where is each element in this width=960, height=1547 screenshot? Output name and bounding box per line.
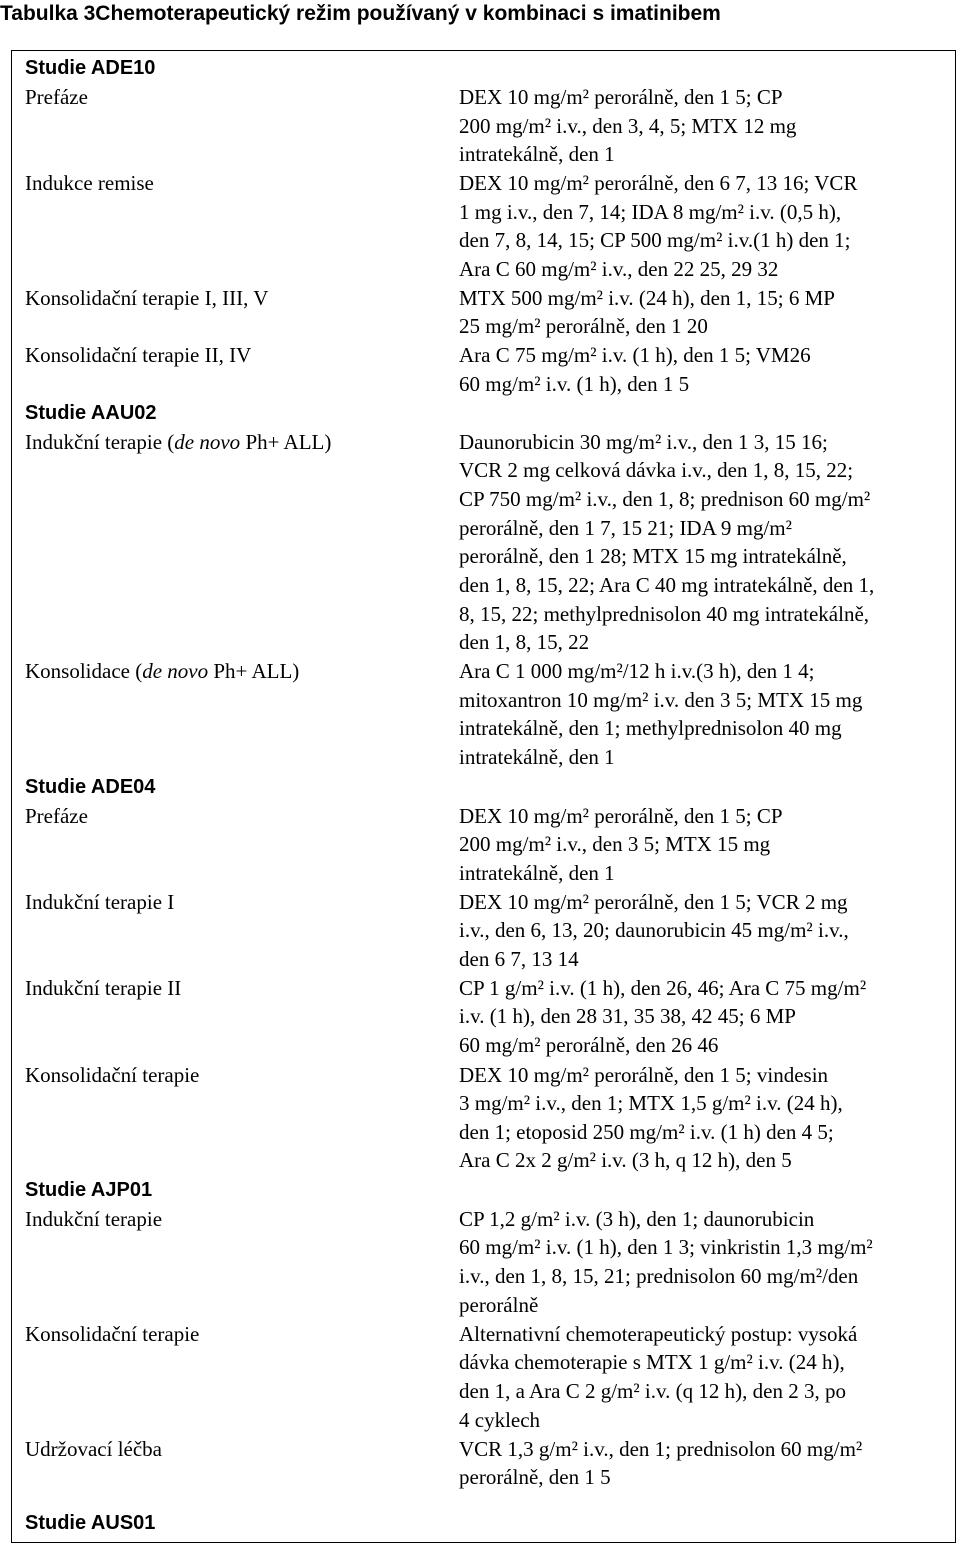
regimen-line: perorálně, den 1 28; MTX 15 mg intratekálně, (459, 544, 847, 568)
row-label: Konsolidační terapie II, IV (25, 343, 252, 367)
row-label: Indukční terapie (de novo Ph+ ALL) (25, 430, 332, 454)
regimen-line: 1 mg i.v., den 7, 14; IDA 8 mg/m² i.v. (0,5 h), (459, 200, 842, 224)
study-heading: Studie AUS01 (25, 1512, 156, 1534)
regimen-line: den 6 7, 13 14 (459, 947, 579, 971)
regimen-line: 200 mg/m² i.v., den 3 5; MTX 15 mg (459, 832, 771, 856)
row-label: Udržovací léčba (25, 1437, 163, 1461)
regimen-line: den 1, 8, 15, 22; Ara C 40 mg intratekálně, den 1, (459, 573, 875, 597)
regimen-line: CP 750 mg/m² i.v., den 1, 8; prednison 60 mg/m² (459, 487, 871, 511)
regimen-line: 60 mg/m² perorálně, den 26 46 (459, 1033, 719, 1057)
table-caption: Tabulka 3Chemoterapeutický režim používaný v kombinaci s imatinibem (0, 2, 721, 25)
regimen-line: CP 1,2 g/m² i.v. (3 h), den 1; daunorubicin (459, 1207, 815, 1231)
regimen-line: i.v. (1 h), den 28 31, 35 38, 42 45; 6 MP (459, 1004, 796, 1028)
row-label: Indukční terapie I (25, 890, 175, 914)
regimen-line: Alternativní chemoterapeutický postup: vysoká (459, 1322, 858, 1346)
row-label: Konsolidační terapie (25, 1063, 200, 1087)
regimen-line: 60 mg/m² i.v. (1 h), den 1 5 (459, 372, 690, 396)
regimen-line: 25 mg/m² perorálně, den 1 20 (459, 314, 708, 338)
row-label: Indukční terapie (25, 1207, 163, 1231)
regimen-line: i.v., den 6, 13, 20; daunorubicin 45 mg/m² i.v., (459, 918, 849, 942)
regimen-line: Ara C 60 mg/m² i.v., den 22 25, 29 32 (459, 257, 779, 281)
regimen-line: dávka chemoterapie s MTX 1 g/m² i.v. (24 h), (459, 1350, 845, 1374)
regimen-line: den 1, 8, 15, 22 (459, 630, 590, 654)
row-label: Indukční terapie II (25, 976, 182, 1000)
regimen-line: 60 mg/m² i.v. (1 h), den 1 3; vinkristin 1,3 mg/m² (459, 1235, 873, 1259)
regimen-line: VCR 1,3 g/m² i.v., den 1; prednisolon 60 mg/m² (459, 1437, 863, 1461)
regimen-line: perorálně, den 1 5 (459, 1465, 611, 1489)
regimen-line: mitoxantron 10 mg/m² i.v. den 3 5; MTX 15 mg (459, 688, 863, 712)
regimen-line: 8, 15, 22; methylprednisolon 40 mg intratekálně, (459, 602, 870, 626)
regimen-line: Daunorubicin 30 mg/m² i.v., den 1 3, 15 16; (459, 430, 828, 454)
row-label: Konsolidační terapie (25, 1322, 200, 1346)
regimen-line: DEX 10 mg/m² perorálně, den 1 5; CP (459, 85, 783, 109)
regimen-line: VCR 2 mg celková dávka i.v., den 1, 8, 15, 22; (459, 458, 854, 482)
study-heading: Studie ADE10 (25, 57, 156, 79)
regimen-line: DEX 10 mg/m² perorálně, den 1 5; vindesin (459, 1063, 829, 1087)
regimen-line: Ara C 2x 2 g/m² i.v. (3 h, q 12 h), den 5 (459, 1148, 792, 1172)
regimen-line: 3 mg/m² i.v., den 1; MTX 1,5 g/m² i.v. (24 h), (459, 1091, 843, 1115)
regimen-line: Ara C 1 000 mg/m²/12 h i.v.(3 h), den 1 4; (459, 659, 815, 683)
regimen-line: den 7, 8, 14, 15; CP 500 mg/m² i.v.(1 h) den 1; (459, 228, 851, 252)
regimen-line: intratekálně, den 1 (459, 861, 615, 885)
regimen-line: CP 1 g/m² i.v. (1 h), den 26, 46; Ara C 75 mg/m² (459, 976, 867, 1000)
regimen-line: MTX 500 mg/m² i.v. (24 h), den 1, 15; 6 MP (459, 286, 835, 310)
regimen-table (11, 50, 956, 1543)
row-label: Indukce remise (25, 171, 154, 195)
regimen-line: 200 mg/m² i.v., den 3, 4, 5; MTX 12 mg (459, 114, 797, 138)
regimen-line: DEX 10 mg/m² perorálně, den 1 5; CP (459, 804, 783, 828)
row-label: Prefáze (25, 804, 88, 828)
regimen-line: DEX 10 mg/m² perorálně, den 1 5; VCR 2 mg (459, 890, 848, 914)
regimen-line: intratekálně, den 1; methylprednisolon 40 mg (459, 716, 842, 740)
regimen-line: den 1; etoposid 250 mg/m² i.v. (1 h) den 4 5; (459, 1120, 834, 1144)
row-label: Prefáze (25, 85, 88, 109)
row-label: Konsolidační terapie I, III, V (25, 286, 269, 310)
study-heading: Studie AAU02 (25, 402, 157, 424)
regimen-line: perorálně (459, 1293, 539, 1317)
regimen-line: perorálně, den 1 7, 15 21; IDA 9 mg/m² (459, 516, 792, 540)
regimen-line: den 1, a Ara C 2 g/m² i.v. (q 12 h), den 2 3, po (459, 1379, 846, 1403)
regimen-line: DEX 10 mg/m² perorálně, den 6 7, 13 16; VCR (459, 171, 858, 195)
row-label: Konsolidace (de novo Ph+ ALL) (25, 659, 300, 683)
regimen-line: 4 cyklech (459, 1408, 541, 1432)
regimen-line: i.v., den 1, 8, 15, 21; prednisolon 60 mg/m²/den (459, 1264, 859, 1288)
study-heading: Studie ADE04 (25, 776, 156, 798)
regimen-line: intratekálně, den 1 (459, 142, 615, 166)
regimen-line: intratekálně, den 1 (459, 745, 615, 769)
regimen-line: Ara C 75 mg/m² i.v. (1 h), den 1 5; VM26 (459, 343, 811, 367)
study-heading: Studie AJP01 (25, 1179, 153, 1201)
